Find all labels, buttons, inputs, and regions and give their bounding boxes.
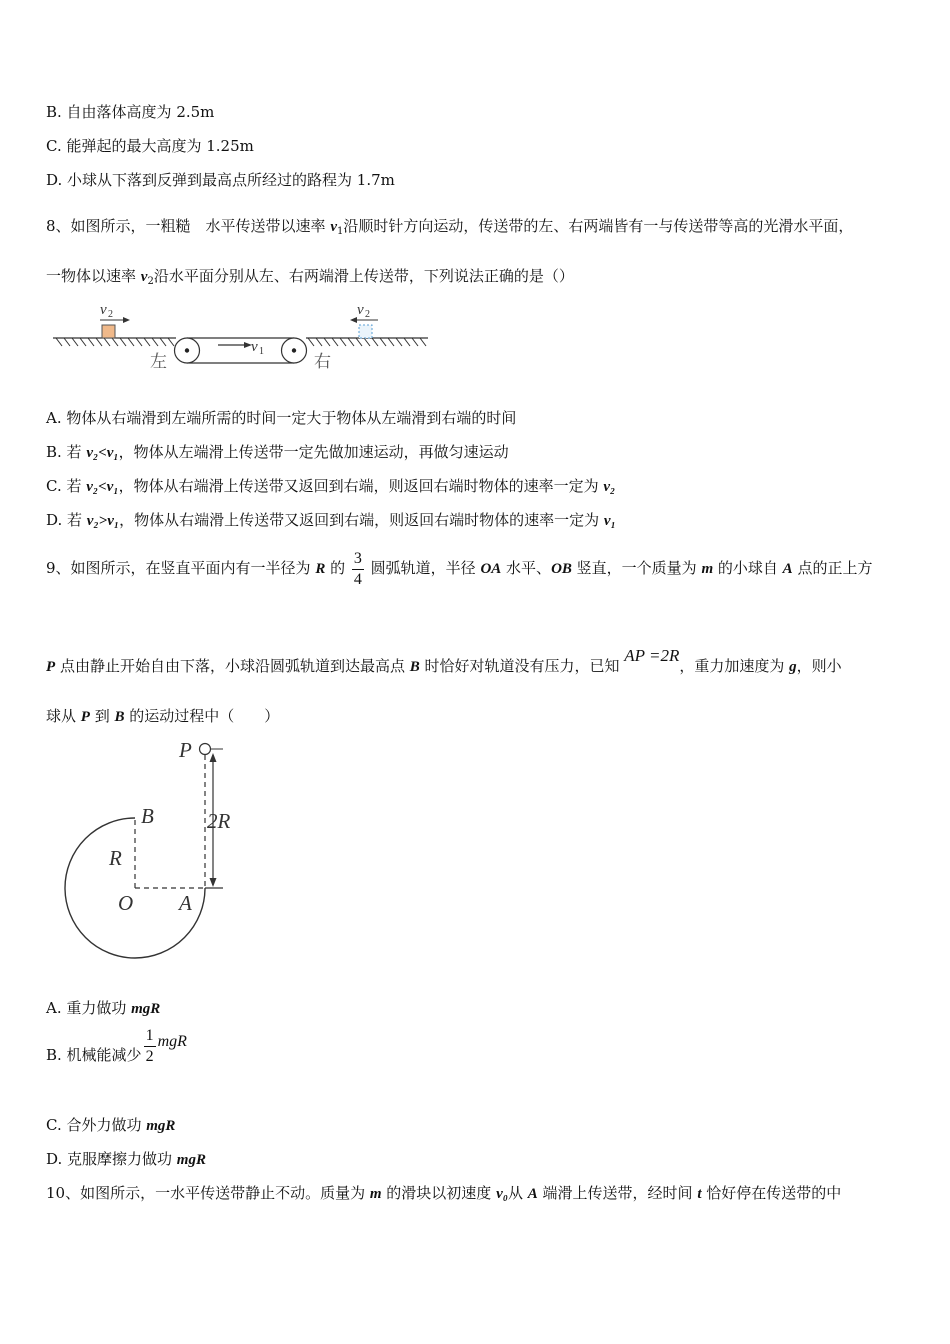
right-block: [359, 325, 372, 338]
ball-p: [200, 744, 211, 755]
left-v2-label: v: [100, 302, 107, 318]
q9-option-a: A. 重力做功 mgR: [46, 999, 161, 1017]
q9-track-figure: [55, 735, 255, 970]
right-label: 右: [314, 352, 331, 371]
label-o: O: [118, 891, 134, 915]
q7-option-c: C. 能弹起的最大高度为 1.25m: [46, 137, 254, 155]
q8-option-d: D. 若 v₂>v₁，物体从右端滑上传送带又返回到右端，则返回右端时物体的速率一定为 v₁: [46, 511, 616, 529]
label-p: P: [179, 738, 192, 762]
q8-stem-line2: 一物体以速率 $v_2$沿水平面分别从左、右两端滑上传送带，下列说法正确的是（）: [46, 267, 574, 287]
q7-option-b: B. 自由落体高度为 2.5m: [46, 103, 215, 121]
label-a: A: [179, 891, 192, 915]
arrow-down-icon: [210, 878, 217, 887]
right-v2-sub: 2: [365, 309, 370, 320]
q10-stem: 10、如图所示，一水平传送带静止不动。质量为 m 的滑块以初速度 v₀从 A 端滑上传送带，经时间 t 恰好停在传送带的中: [46, 1184, 842, 1202]
arrow-right-icon: [123, 317, 130, 323]
fraction-three-quarters: $\frac{3}{4}$: [353, 549, 362, 588]
q8-option-a: A. 物体从右端滑到左端所需的时间一定大于物体从左端滑到右端的时间: [46, 409, 517, 427]
belt-v1-sub: 1: [259, 346, 264, 357]
q9-option-c: C. 合外力做功 mgR: [46, 1116, 176, 1134]
q9-stem-line3: 球从 P 到 B 的运动过程中（ ）: [46, 707, 280, 725]
label-r: R: [109, 846, 122, 870]
q7-option-d: D. 小球从下落到反弹到最高点所经过的路程为 1.7m: [46, 171, 395, 189]
belt-v1-label: v: [251, 339, 258, 355]
q8-option-c: C. 若 v₂<v₁，物体从右端滑上传送带又返回到右端，则返回右端时物体的速率一定为 v₂: [46, 477, 616, 495]
arrow-up-icon: [210, 753, 217, 762]
q8-conveyor-figure: [48, 298, 433, 378]
mgr-term: mgR: [157, 1033, 187, 1050]
q9-option-b: B. 机械能减少 $\frac{1}{2}$ mgR: [46, 1026, 187, 1065]
label-b: B: [141, 804, 154, 828]
left-block: [102, 325, 115, 338]
left-v2-sub: 2: [108, 309, 113, 320]
q9-option-d: D. 克服摩擦力做功 mgR: [46, 1150, 206, 1168]
q8-stem-line1: 8、如图所示，一粗糙 水平传送带以速率 $v_1$沿顺时针方向运动，传送带的左、右两端皆有一与传送带等高的光滑水平面，: [46, 217, 854, 237]
formula-ap-2r: AP =2R: [624, 646, 680, 665]
fraction-one-half: $\frac{1}{2}$: [145, 1026, 154, 1065]
q8-option-b: B. 若 v₂<v₁，物体从左端滑上传送带一定先做加速运动，再做匀速运动: [46, 443, 509, 461]
right-v2-label: v: [357, 302, 364, 318]
label-2r: 2R: [207, 809, 231, 833]
left-label: 左: [150, 352, 167, 371]
q9-stem-line2: P 点由静止开始自由下落，小球沿圆弧轨道到达最高点 B 时恰好对轨道没有压力，已知 AP =2R，重力加速度为 g，则小: [46, 646, 842, 675]
q9-stem-line1: 9、如图所示，在竖直平面内有一半径为 R 的 $\frac{3}{4}$ 圆弧轨道，半径 OA 水平、OB 竖直，一个质量为 m 的小球自 A 点的正上方: [46, 549, 873, 588]
arrow-left-icon: [350, 317, 357, 323]
